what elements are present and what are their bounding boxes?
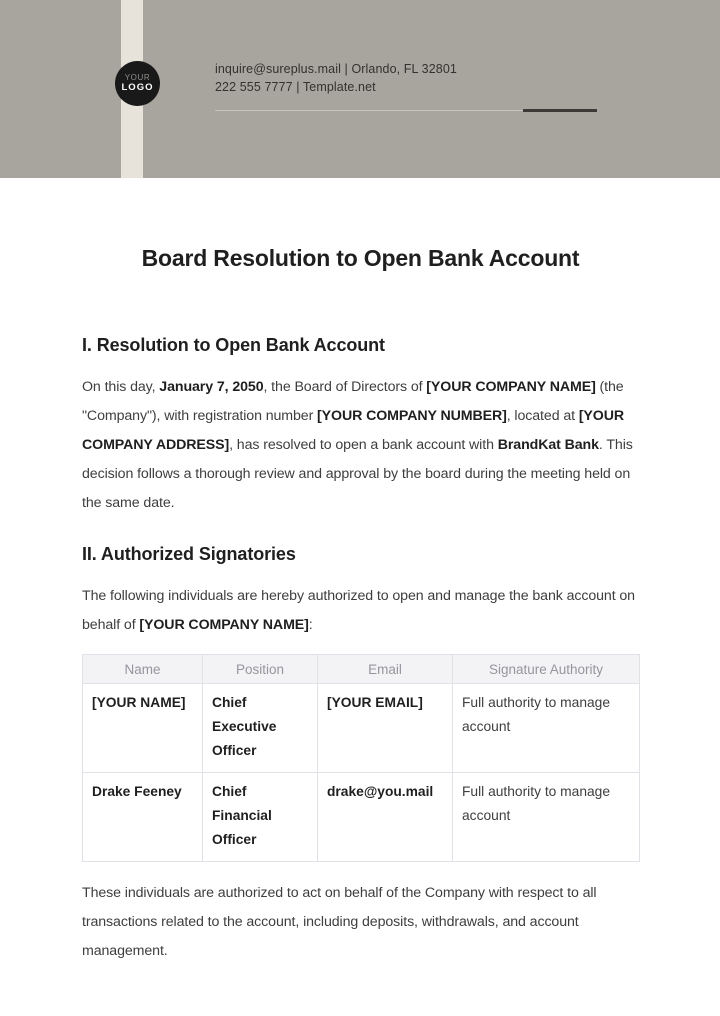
company-logo: [115, 61, 160, 106]
section-2-heading: II. Authorized Signatories: [82, 544, 296, 564]
cell-email: [YOUR EMAIL]: [318, 684, 453, 773]
section-1-heading: I. Resolution to Open Bank Account: [82, 335, 385, 355]
column-header-signature-authority: Signature Authority: [453, 655, 640, 684]
cell-signature-authority: Full authority to manage account: [453, 773, 640, 862]
section-2-intro-paragraph: The following individuals are hereby authorized to open and manage the bank account on behalf of [YOUR COMPANY NAME]:: [82, 588, 635, 633]
logo-text-your: YOUR: [124, 73, 151, 83]
document-body: [82, 178, 639, 966]
document-title: Board Resolution to Open Bank Account: [141, 245, 580, 271]
cell-name: Drake Feeney: [83, 773, 203, 862]
signatories-table: [82, 654, 640, 862]
section-1-paragraph: On this day, January 7, 2050, the Board of Directors of [YOUR COMPANY NAME] (the "Company"), with registration number [YOUR COMPANY NUMBER], located at [YOUR COMPANY ADDRESS], has resolved to open a bank account with BrandKat Bank. This decision follows a thorough review and approval by the board during the meeting held on the same date.: [82, 379, 633, 511]
contact-line-email-address: inquire@sureplus.mail | Orlando, FL 32801: [215, 62, 457, 76]
contact-line-phone-website: 222 555 7777 | Template.net: [215, 79, 376, 94]
header-divider: [215, 108, 597, 112]
contact-block: [215, 61, 457, 96]
cell-name: [YOUR NAME]: [83, 684, 203, 773]
cell-position: Chief Financial Officer: [203, 773, 318, 862]
table-row: [83, 684, 640, 773]
cell-email: drake@you.mail: [318, 773, 453, 862]
column-header-position: Position: [203, 655, 318, 684]
cell-position: Chief Executive Officer: [203, 684, 318, 773]
header-divider-dark-segment: [523, 109, 597, 112]
section-signatories: [82, 544, 639, 966]
section-2-closing-paragraph: These individuals are authorized to act on behalf of the Company with respect to all transactions related to the account, including deposits, withdrawals, and account management.: [82, 885, 597, 959]
letterhead: [0, 0, 720, 178]
logo-text-logo: LOGO: [121, 81, 154, 93]
section-resolution: [82, 335, 639, 518]
cell-signature-authority: Full authority to manage account: [453, 684, 640, 773]
column-header-email: Email: [318, 655, 453, 684]
table-header-row: [83, 655, 640, 684]
table-row: [83, 773, 640, 862]
header-divider-light-segment: [215, 110, 523, 111]
column-header-name: Name: [83, 655, 203, 684]
